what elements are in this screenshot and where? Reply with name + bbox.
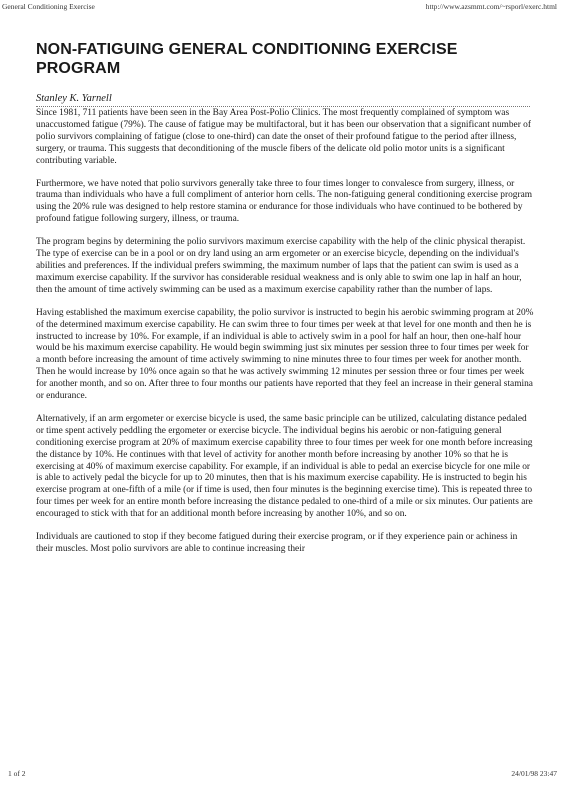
paragraph: Alternatively, if an arm ergometer or exercise bicycle is used, the same basic principle can be utilized, calculating distance pedaled or time spent actively peddling the ergometer or exercise bicycle. The individual begins his aerobic or non-fatiguing general conditioning exercise program at 20% of maximum exercise capability three to four times per week for one month before increasing the distance by 10%. He continues with that level of activity for another month before increasing by another 10% so that he is exercising at 40% of maximum exercise capability. For example, if an individual is able to pedal an exercise bicycle for one mile or is able to actively pedal the bicycle for up to 20 minutes, then that is his maximum exercise capability. He is instructed to begin his exercise program at one-fifth of a mile (or if time is used, then four minutes is the beginning exercise time). This is repeated three to four times per week for an entire month before increasing the distance pedaled to one-third of a mile or six minutes. Our patients are encouraged to stick with that for an additional month before increasing by another 10%, and so on. bbox=[36, 413, 533, 520]
page-footer bbox=[8, 769, 557, 778]
header-url: http://www.azsmmt.com/~rsporl/exerc.html bbox=[425, 2, 557, 11]
paragraph: Having established the maximum exercise capability, the polio survivor is instructed to begin his aerobic swimming program at 20% of the determined maximum exercise capability. He can swim three to four times per week at that level for one month and then he is instructed to increase by 10%. For example, if an individual is able to actively swim in a pool for half an hour, then one-half hour would be his maximum exercise capability. He would begin swimming just six minutes per session three to four times per week for a month before increasing the amount of time actively swimming to nine minutes three to four times per week for another month. Then he would increase by 10% once again so that he was actively swimming 12 minutes per session three or four times per week for another month, and so on. After three to four months our patients have reported that they feel an increase in their general stamina or endurance. bbox=[36, 307, 534, 402]
document-title: NON-FATIGUING GENERAL CONDITIONING EXERCISE PROGRAM bbox=[36, 41, 458, 77]
title-divider bbox=[36, 106, 530, 107]
print-timestamp: 24/01/98 23:47 bbox=[511, 769, 557, 778]
page-number: 1 of 2 bbox=[8, 769, 26, 778]
paragraph: Furthermore, we have noted that polio survivors generally take three to four times longer to convalesce from surgery, illness, or trauma than individuals who have a full compliment of anterior horn cells. The non-fatiguing general conditioning exercise program using the 20% rule was designed to help restore stamina or endurance for those individuals who have continued to be bothered by profound fatigue following surgery, illness, or trauma. bbox=[36, 178, 533, 225]
author-name: Stanley K. Yarnell bbox=[36, 93, 112, 104]
header-title: General Conditioning Exercise bbox=[2, 2, 95, 11]
page-header bbox=[2, 2, 557, 11]
paragraph: The program begins by determining the polio survivors maximum exercise capability with the help of the clinic physical therapist. The type of exercise can be in a pool or on dry land using an arm ergometer or an exercise bicycle, depending on the individual's abilities and preferences. If the individual prefers swimming, the maximum number of laps that the patient can swim is used as a maximum exercise capability. If the survivor has considerable residual weakness and is only able to swim one lap in half an hour, then the amount of time actively swimming can be used as a maximum exercise capability rather than the number of laps. bbox=[36, 237, 526, 295]
document-body bbox=[36, 108, 534, 567]
paragraph: Since 1981, 711 patients have been seen in the Bay Area Post-Polio Clinics. The most frequently complained of symptom was unaccustomed fatigue (79%). The cause of fatigue may be multifactoral, but it has been our observation that a significant number of polio survivors complaining of fatigue (close to one-third) can date the onset of their profound fatigue to the period after illness, surgery, or trauma. This suggests that deconditioning of the muscle fibers of the delicate old polio motor units is a significant contributing variable. bbox=[36, 108, 531, 166]
paragraph: Individuals are cautioned to stop if they become fatigued during their exercise program, or if they experience pain or achiness in their muscles. Most polio survivors are able to continue increasing their bbox=[36, 532, 518, 554]
